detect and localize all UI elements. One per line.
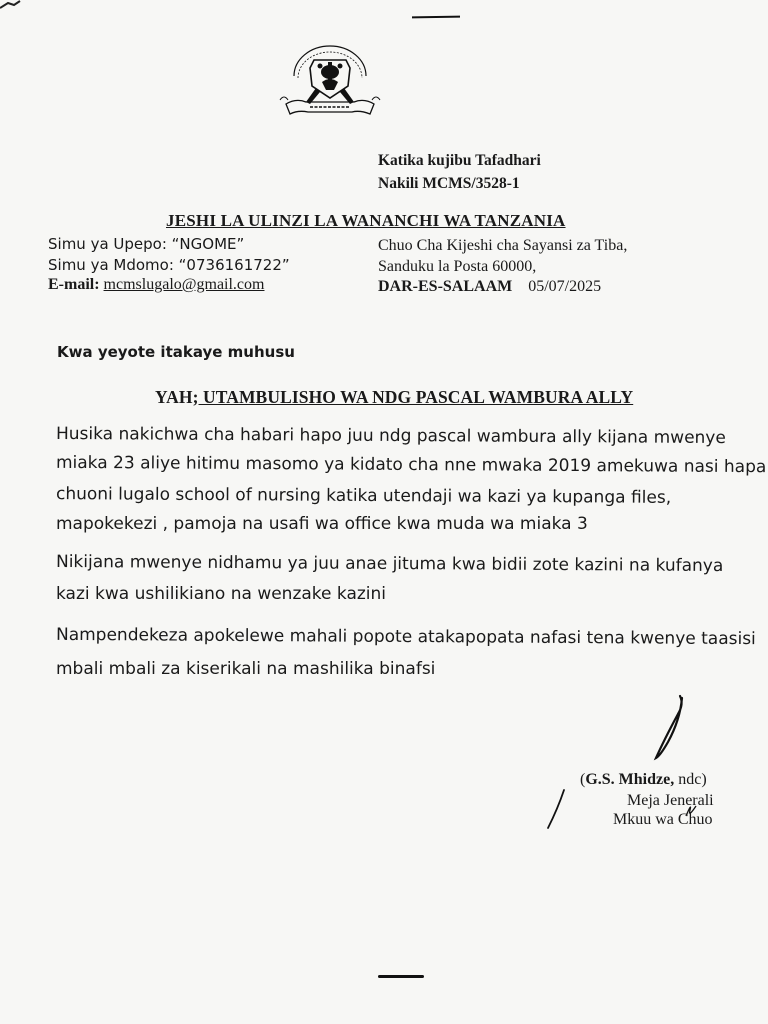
- paragraph-2-line-2: kazi kwa ushilikiano na wenzake kazini: [56, 584, 387, 604]
- phone-number: Simu ya Mdomo: “0736161722”: [48, 256, 290, 274]
- bottom-pen-stroke: [378, 975, 424, 978]
- email-line: [48, 276, 264, 294]
- paragraph-1-line-3: chuoni lugalo school of nursing katika utendaji wa kazi ya kupanga files,: [55, 484, 672, 508]
- signatory-name-open: (: [580, 771, 586, 788]
- city-date-line: [378, 278, 601, 296]
- paragraph-3-line-1: Nampendekeza apokelewe mahali popote atakapopata nafasi tena kwenye taasisi: [55, 624, 756, 650]
- paragraph-1-line-1: Husika nakichwa cha habari hapo juu ndg pascal wambura ally kijana mwenye: [55, 423, 726, 449]
- reference-number: Nakili MCMS/3528-1: [378, 175, 520, 192]
- reference-line-1: Katika kujibu Tafadhari: [378, 152, 541, 169]
- signatory-name-bold: G.S. Mhidze,: [585, 771, 675, 788]
- telegram-address: Simu ya Upepo: “NGOME”: [48, 235, 245, 253]
- letter-date: 05/07/2025: [528, 278, 602, 295]
- signatory-name-rest: ndc): [674, 771, 707, 788]
- paragraph-1-line-2: miaka 23 aliye hitimu masomo ya kidato cha nne mwaka 2019 amekuwa nasi hapa: [55, 452, 767, 478]
- subject-line: [155, 387, 633, 408]
- college-emblem-logo: [276, 38, 384, 128]
- email-link[interactable]: mcmslugalo@gmail.com: [103, 276, 265, 293]
- subject-prefix: YAH;: [155, 387, 199, 407]
- subject-text: UTAMBULISHO WA NDG PASCAL WAMBURA ALLY: [198, 387, 634, 407]
- salutation: Kwa yeyote itakaye muhusu: [57, 343, 295, 361]
- scan-speck: [0, 0, 22, 10]
- signatory-name: [580, 771, 707, 789]
- top-pen-stroke: [412, 16, 460, 19]
- paragraph-3-line-2: mbali mbali za kiserikali na mashilika binafsi: [56, 659, 436, 679]
- address-line-2: Sanduku la Posta 60000,: [378, 258, 537, 275]
- city: DAR-ES-SALAAM: [378, 278, 513, 295]
- email-label: E-mail:: [48, 276, 100, 293]
- signatory-rank: Meja Jenerali: [627, 792, 714, 809]
- paragraph-1-line-4: mapokekezi , pamoja na usafi wa office kwa muda wa miaka 3: [56, 514, 588, 534]
- organization-title: JESHI LA ULINZI LA WANANCHI WA TANZANIA: [166, 211, 566, 230]
- signatory-title: Mkuu wa Chuo: [613, 811, 713, 828]
- paragraph-2-line-1: Nikijana mwenye nidhamu ya juu anae jituma kwa bidii zote kazini na kufanya: [55, 551, 724, 577]
- address-line-1: Chuo Cha Kijeshi cha Sayansi za Tiba,: [378, 237, 628, 254]
